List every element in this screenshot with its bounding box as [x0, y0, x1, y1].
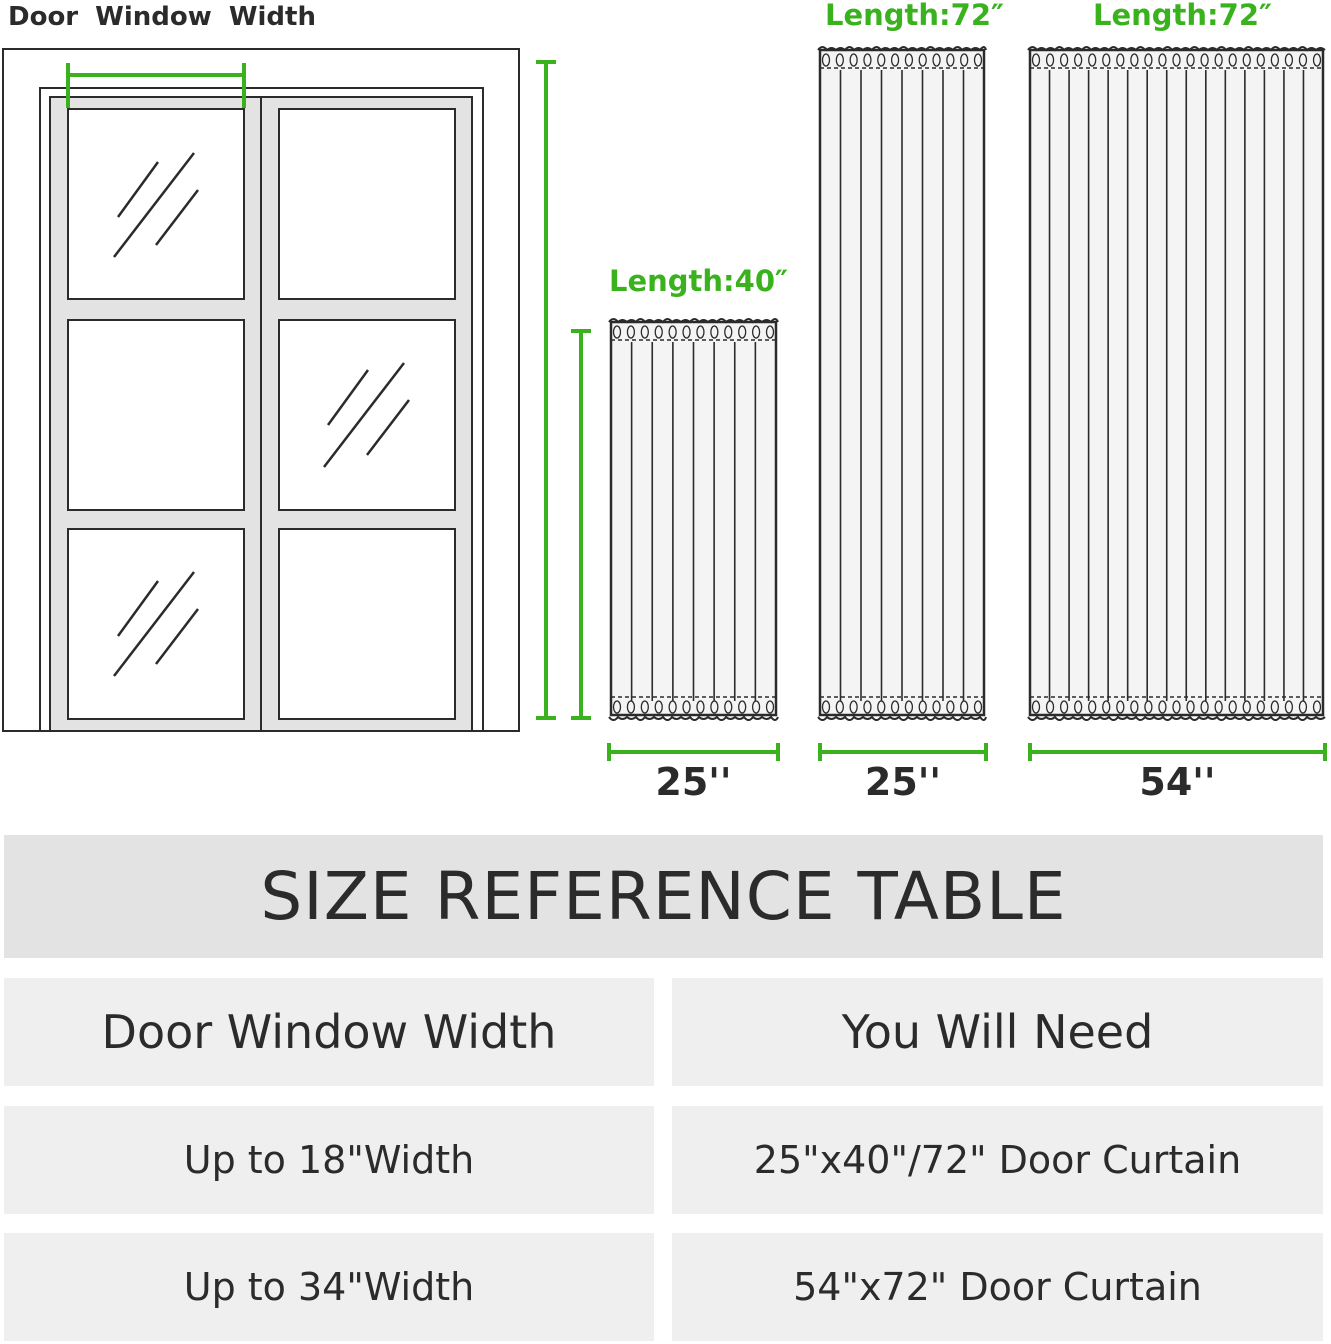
curtain-width-marker [1030, 743, 1325, 761]
size-reference-banner [4, 835, 1323, 958]
curtain-layer [609, 47, 1325, 720]
curtain-1-length-label: Length:40″ [609, 264, 788, 298]
table-cell-width-row-1: Up to 18"Width [4, 1106, 654, 1214]
curtain-3-width-label: 54'' [1139, 760, 1216, 804]
glass-pane [279, 109, 455, 299]
curtain-1-width-label: 25'' [655, 760, 732, 804]
table-header-door-window-width: Door Window Width [4, 978, 654, 1086]
curtain-3-length-label: Length:72″ [1093, 0, 1272, 32]
table-header-you-will-need: You Will Need [672, 978, 1323, 1086]
glass-pane [279, 320, 455, 510]
door-illustration [3, 49, 519, 731]
table-cell-need-row-2: 54"x72" Door Curtain [672, 1233, 1323, 1341]
table-title: SIZE REFERENCE TABLE [260, 858, 1067, 935]
curtain-2-length-label: Length:72″ [825, 0, 1004, 32]
glass-pane [68, 320, 244, 510]
curtain-2-width-label: 25'' [864, 760, 942, 804]
door-height-marker-72 [536, 62, 556, 718]
door-window-width-label: Door Window Width [8, 2, 316, 32]
glass-pane [68, 529, 244, 719]
table-cell-width-row-2: Up to 34"Width [4, 1233, 654, 1341]
curtain-width-marker [609, 743, 778, 761]
curtain-panel [609, 319, 778, 720]
curtain-bottom-ruffle [818, 717, 986, 720]
curtain-body [1030, 50, 1323, 715]
table-cell-need-row-1: 25"x40"/72" Door Curtain [672, 1106, 1323, 1214]
curtain-width-marker [820, 743, 986, 761]
curtain-panel [1028, 47, 1325, 720]
curtain-panel [818, 47, 986, 720]
door-height-marker-40 [571, 331, 591, 718]
curtain-bottom-ruffle [609, 717, 778, 720]
curtain-bottom-ruffle [1028, 717, 1325, 720]
glass-pane [279, 529, 455, 719]
